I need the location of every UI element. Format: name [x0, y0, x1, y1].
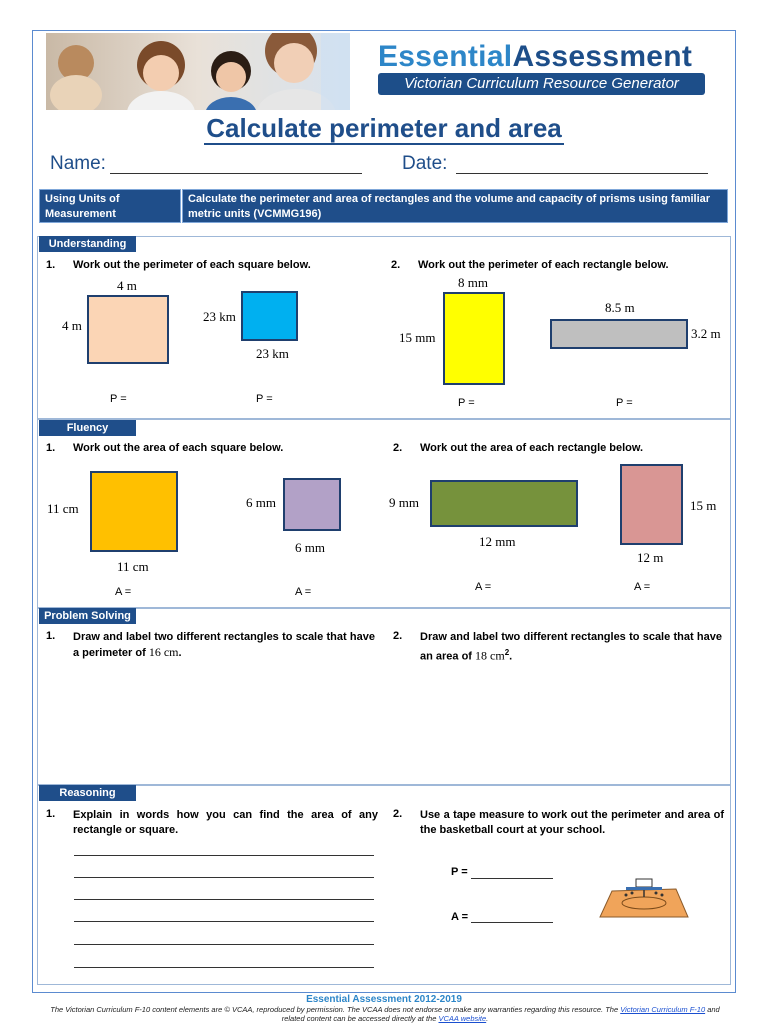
fluency-q2-number: 2.: [393, 442, 403, 454]
answer-line-6[interactable]: [74, 967, 374, 968]
basketball-court-icon: [598, 877, 690, 919]
understanding-tag: Understanding: [39, 236, 136, 252]
f-square2-side-label: 6 mm: [246, 495, 276, 510]
f-square1-shape: [90, 471, 178, 552]
date-label: Date:: [402, 153, 448, 174]
reasoning-q2-text: Use a tape measure to work out the perimeter and area of the basketball court at your school.: [420, 809, 724, 836]
f-square2-shape: [283, 478, 341, 531]
reasoning-q2-number: 2.: [393, 808, 403, 820]
answer-line-2[interactable]: [74, 877, 374, 878]
u-square2-answer[interactable]: P =: [256, 393, 273, 405]
header-photo: [46, 33, 350, 110]
f-rect1-side-label: 9 mm: [389, 495, 419, 510]
reasoning-a-field[interactable]: [471, 922, 553, 923]
ps-q2-text: Draw and label two different rectangles to scale that have an area of 18 $cm^2$.: [420, 631, 722, 663]
f-rect2-bottom-label: 12 m: [637, 550, 664, 565]
understanding-q2-number: 2.: [391, 259, 401, 271]
ps-q1-number: 1.: [46, 630, 56, 642]
page-title: Calculate perimeter and area: [206, 113, 562, 143]
name-field[interactable]: [110, 173, 362, 174]
answer-line-5[interactable]: [74, 944, 374, 945]
u-square1-side-label: 4 m: [62, 318, 82, 333]
f-rect1-answer[interactable]: A =: [475, 581, 492, 593]
answer-line-4[interactable]: [74, 921, 374, 922]
u-rect2-answer[interactable]: P =: [616, 397, 633, 409]
strand-topic: Using Units of Measurement: [39, 189, 181, 223]
reasoning-tag: Reasoning: [39, 785, 136, 801]
reasoning-q1-text: Explain in words how you can find the area of any rectangle or square.: [73, 809, 378, 836]
u-square2-side-label: 23 km: [203, 309, 236, 324]
ps-q2-number: 2.: [393, 630, 403, 642]
u-rect2-shape: [550, 319, 688, 349]
answer-line-3[interactable]: [74, 899, 374, 900]
footer-copyright: Essential Assessment 2012-2019: [306, 994, 462, 1005]
brand-subtitle: Victorian Curriculum Resource Generator: [378, 73, 705, 95]
victorian-curriculum-link[interactable]: Victorian Curriculum F-10: [620, 1005, 706, 1014]
u-square2-shape: [241, 291, 298, 341]
understanding-q1-text: Work out the perimeter of each square below.: [73, 259, 311, 271]
f-square1-bottom-label: 11 cm: [117, 559, 149, 574]
u-square1-top-label: 4 m: [117, 278, 137, 293]
children-photo-image: [46, 33, 350, 110]
reasoning-p-field[interactable]: [471, 878, 553, 879]
f-square1-answer[interactable]: A =: [115, 586, 132, 598]
fluency-q2-text: Work out the area of each rectangle below.: [420, 442, 644, 454]
understanding-q2-text: Work out the perimeter of each rectangle below.: [418, 259, 669, 271]
u-rect2-top-label: 8.5 m: [605, 300, 635, 315]
u-rect1-top-label: 8 mm: [458, 275, 488, 290]
vcaa-website-link[interactable]: VCAA website: [438, 1014, 487, 1023]
reasoning-q1-number: 1.: [46, 808, 56, 820]
f-rect1-bottom-label: 12 mm: [479, 534, 516, 549]
date-field[interactable]: [456, 173, 708, 174]
u-rect1-shape: [443, 292, 505, 385]
u-rect1-answer[interactable]: P =: [458, 397, 475, 409]
brand-logo: EssentialAssessment: [378, 40, 693, 73]
understanding-q1-number: 1.: [46, 259, 56, 271]
fluency-q1-text: Work out the area of each square below.: [73, 442, 284, 454]
f-square2-answer[interactable]: A =: [295, 586, 312, 598]
fluency-q1-number: 1.: [46, 442, 56, 454]
fluency-tag: Fluency: [39, 420, 136, 436]
u-square2-bottom-label: 23 km: [256, 346, 289, 361]
f-rect2-side-label: 15 m: [690, 498, 717, 513]
footer-notice: The Victorian Curriculum F-10 content elements are © VCAA, reproduced by permission. The VCAA does not endorse or make any warranties regarding this resource. The Victorian Curriculum F-10 and related content can be accessed directly at the VCAA website.: [50, 1005, 720, 1023]
f-rect2-shape: [620, 464, 683, 545]
u-rect2-side-label: 3.2 m: [691, 326, 721, 341]
name-label: Name:: [50, 153, 106, 174]
u-square1-answer[interactable]: P =: [110, 393, 127, 405]
f-square2-bottom-label: 6 mm: [295, 540, 325, 555]
ps-q1-text: Draw and label two different rectangles to scale that have a perimeter of 16 cm.: [73, 631, 375, 659]
answer-line-1[interactable]: [74, 855, 374, 856]
u-square1-shape: [87, 295, 169, 364]
strand-description: Calculate the perimeter and area of rectangles and the volume and capacity of prisms using familiar metric units (VCMMG196): [182, 189, 728, 223]
reasoning-p-label: P =: [451, 866, 468, 878]
f-rect1-shape: [430, 480, 578, 527]
u-rect1-side-label: 15 mm: [399, 330, 436, 345]
problem-solving-tag: Problem Solving: [39, 608, 136, 624]
f-rect2-answer[interactable]: A =: [634, 581, 651, 593]
f-square1-side-label: 11 cm: [47, 501, 79, 516]
reasoning-a-label: A =: [451, 911, 469, 923]
